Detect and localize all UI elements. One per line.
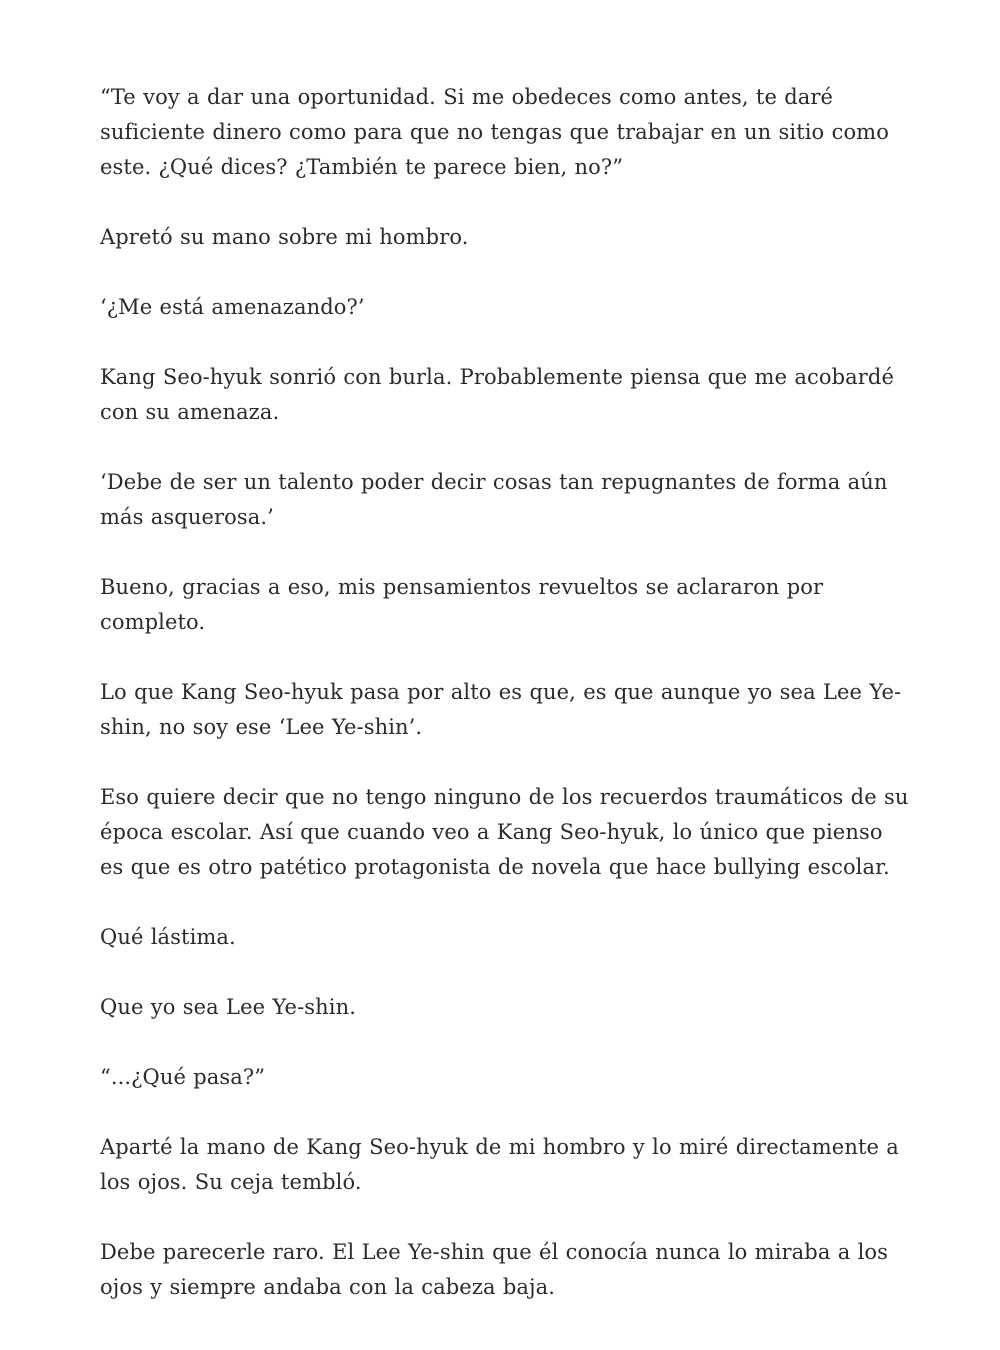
- paragraph: ‘Debe de ser un talento poder decir cosas tan repugnantes de forma aún más asquerosa.’: [100, 470, 888, 529]
- paragraph: Debe parecerle raro. El Lee Ye-shin que él conocía nunca lo miraba a los ojos y siempre andaba con la cabeza baja.: [100, 1240, 889, 1299]
- paragraph: Bueno, gracias a eso, mis pensamientos revueltos se aclararon por completo.: [100, 575, 824, 634]
- paragraph: Lo que Kang Seo-hyuk pasa por alto es que, es que aunque yo sea Lee Ye-shin, no soy ese ‘Lee Ye-shin’.: [100, 680, 902, 739]
- paragraph: Aparté la mano de Kang Seo-hyuk de mi hombro y lo miré directamente a los ojos. Su ceja tembló.: [100, 1135, 899, 1194]
- document-page: [100, 80, 910, 1340]
- paragraph: Qué lástima.: [100, 925, 236, 949]
- paragraph: ‘¿Me está amenazando?’: [100, 295, 365, 319]
- paragraph: Que yo sea Lee Ye-shin.: [100, 995, 356, 1019]
- paragraph: Kang Seo-hyuk sonrió con burla. Probablemente piensa que me acobardé con su amenaza.: [100, 365, 894, 424]
- paragraph: “Te voy a dar una oportunidad. Si me obedeces como antes, te daré suficiente dinero como para que no tengas que trabajar en un sitio como este. ¿Qué dices? ¿También te parece bien, no?”: [100, 85, 889, 179]
- paragraph: Apretó su mano sobre mi hombro.: [100, 225, 469, 249]
- paragraph: “...¿Qué pasa?”: [100, 1065, 266, 1089]
- paragraph: Eso quiere decir que no tengo ninguno de los recuerdos traumáticos de su época escolar. Así que cuando veo a Kang Seo-hyuk, lo único que pienso es que es otro patético protagonista de novela que hace bullying escolar.: [100, 785, 909, 879]
